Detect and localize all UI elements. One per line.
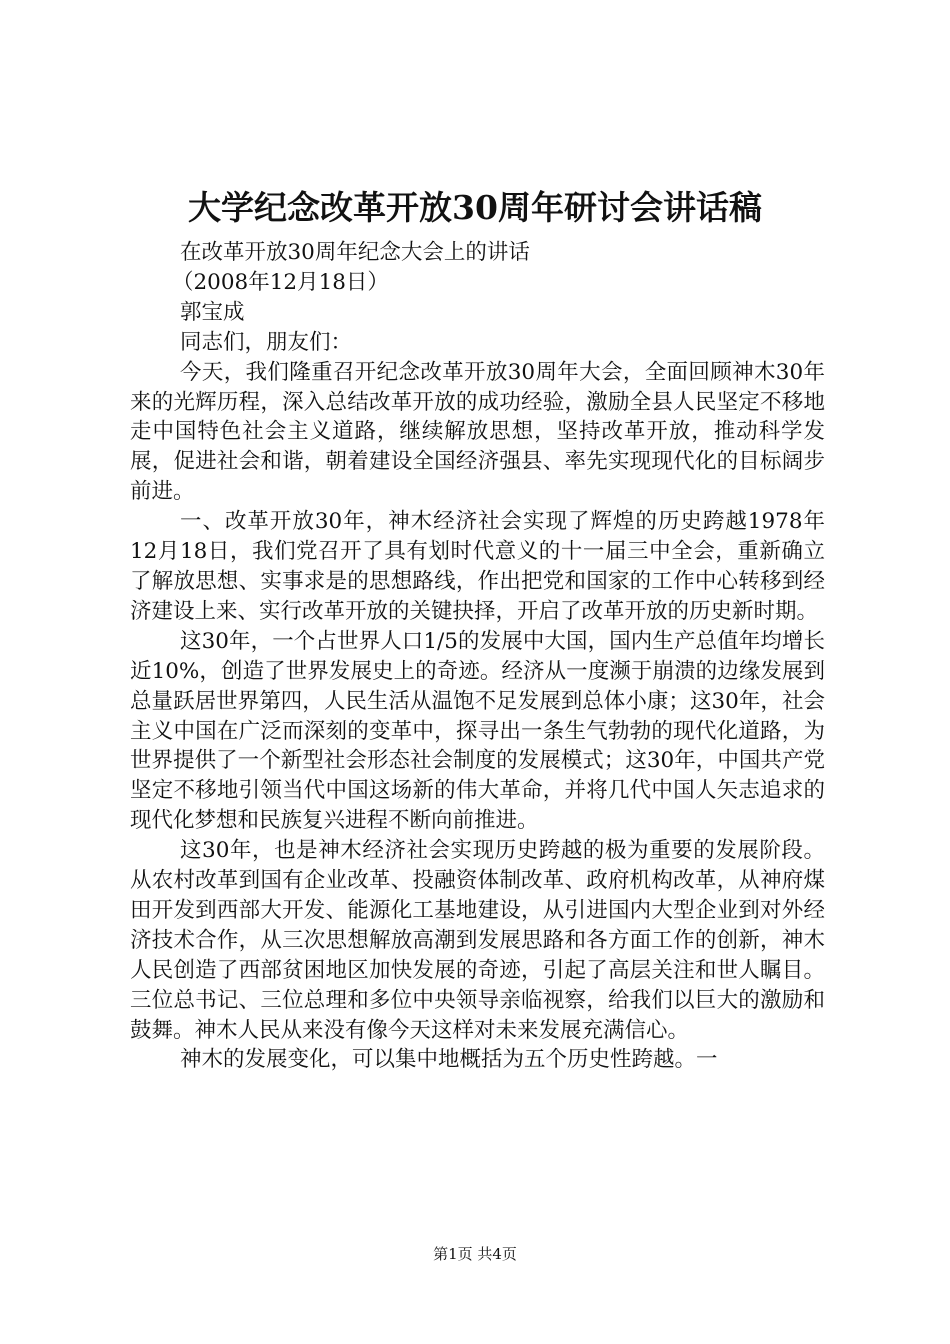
body-paragraph: 一、改革开放30年，神木经济社会实现了辉煌的历史跨越1978年12月18日，我们党召开了具有划时代意义的十一届三中全会，重新确立了解放思想、实事求是的思想路线，作出把党和国家的工作中心转移到经济建设上来、实行改革开放的关键抉择，开启了改革开放的历史新时期。 — [130, 509, 825, 624]
document-title: 大学纪念改革开放30周年研讨会讲话稿 — [188, 188, 762, 227]
page-number-footer: 第1页 共4页 — [433, 1245, 517, 1263]
speech-date: （2008年12月18日） — [172, 269, 389, 295]
body-paragraph: 神木的发展变化，可以集中地概括为五个历史性跨越。一 — [180, 1047, 718, 1073]
speech-subtitle: 在改革开放30周年纪念大会上的讲话 — [180, 240, 530, 265]
body-paragraph: 今天，我们隆重召开纪念改革开放30周年大会，全面回顾神木30年来的光辉历程，深入总结改革开放的成功经验，激励全县人民坚定不移地走中国特色社会主义道路，继续解放思想，坚持改革开放，推动科学发展，促进社会和谐，朝着建设全国经济强县、率先实现现代化的目标阔步前进。 — [130, 359, 825, 505]
body-paragraph: 这30年，也是神木经济社会实现历史跨越的极为重要的发展阶段。从农村改革到国有企业改革、投融资体制改革、政府机构改革，从神府煤田开发到西部大开发、能源化工基地建设，从引进国内大型企业到对外经济技术合作，从三次思想解放高潮到发展思路和各方面工作的创新，神木人民创造了西部贫困地区加快发展的奇迹，引起了高层关注和世人瞩目。三位总书记、三位总理和多位中央领导亲临视察，给我们以巨大的激励和鼓舞。神木人民从来没有像今天这样对未来发展充满信心。 — [130, 838, 825, 1043]
document-body — [130, 238, 825, 1075]
speech-salutation: 同志们，朋友们： — [180, 329, 353, 355]
speech-author: 郭宝成 — [180, 299, 245, 325]
body-paragraph: 这30年，一个占世界人口1/5的发展中大国，国内生产总值年均增长近10%，创造了世界发展史上的奇迹。经济从一度濒于崩溃的边缘发展到总量跃居世界第四，人民生活从温饱不足发展到总体小康；这30年，社会主义中国在广泛而深刻的变革中，探寻出一条生气勃勃的现代化道路，为世界提供了一个新型社会形态社会制度的发展模式；这30年，中国共产党坚定不移地引领当代中国这场新的伟大革命，并将几代中国人矢志追求的现代化梦想和民族复兴进程不断向前推进。 — [130, 628, 825, 834]
